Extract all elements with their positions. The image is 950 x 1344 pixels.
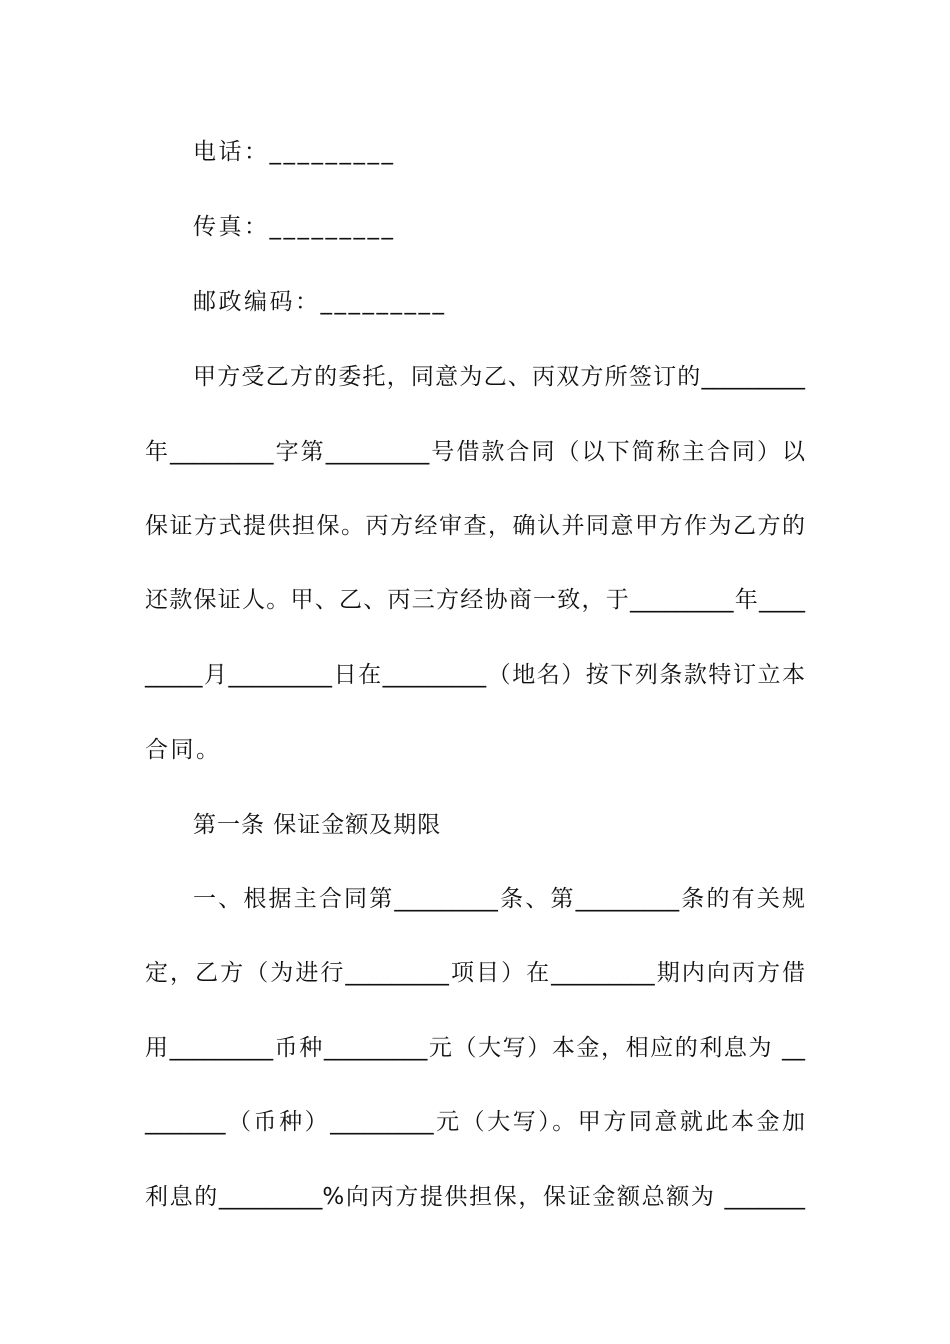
clause-line: 用_________币种_________元（大写）本金，相应的利息为 __ [145, 1035, 805, 1061]
postal-code-line: 邮政编码：_________ [193, 289, 447, 315]
paragraph-line: 还款保证人。甲、乙、丙三方经协商一致，于_________年____ [145, 587, 805, 613]
article-heading: 第一条 保证金额及期限 [193, 812, 442, 838]
paragraph-line: 甲方受乙方的委托，同意为乙、丙双方所签订的_________ [193, 364, 805, 390]
paragraph-line: 保证方式提供担保。丙方经审查，确认并同意甲方作为乙方的 [145, 513, 805, 539]
paragraph-line: 合同。 [145, 737, 222, 763]
clause-line: 定，乙方（为进行_________项目）在_________期内向丙方借 [145, 960, 805, 986]
phone-line: 电话：_________ [193, 139, 396, 165]
fax-line: 传真：_________ [193, 214, 396, 240]
paragraph-line: 年_________字第_________号借款合同（以下简称主合同）以 [145, 439, 805, 465]
paragraph-line: _____月_________日在_________（地名）按下列条款特订立本 [145, 662, 805, 688]
clause-line: 一、根据主合同第_________条、第_________条的有关规 [193, 886, 805, 912]
clause-line: 利息的_________%向丙方提供担保，保证金额总额为 _______ [145, 1184, 805, 1210]
clause-line: _______（币种）_________元（大写）。甲方同意就此本金加 [145, 1109, 805, 1135]
